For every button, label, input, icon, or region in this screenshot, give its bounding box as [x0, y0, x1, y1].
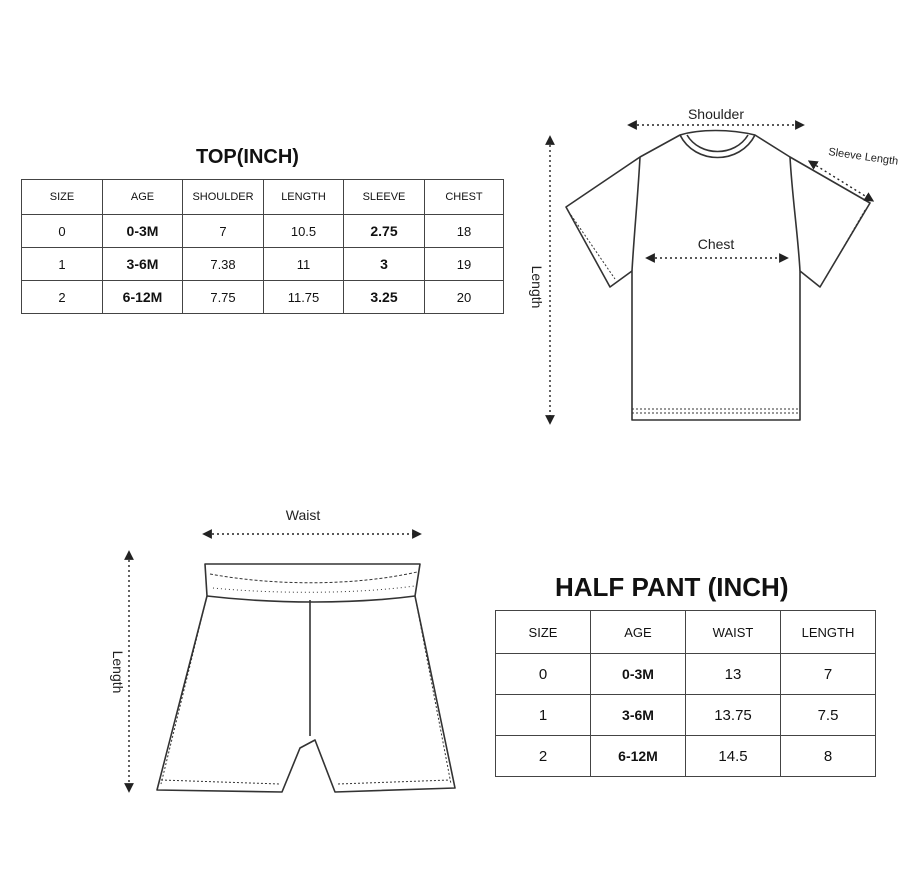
sleeve-length-label: Sleeve Length — [827, 146, 899, 168]
cell-sleeve: 3 — [344, 248, 425, 281]
cell-sleeve: 2.75 — [344, 215, 425, 248]
cell-chest: 20 — [425, 281, 504, 314]
top-size-chart-title: TOP(INCH) — [196, 146, 299, 168]
half-pant-diagram — [95, 500, 455, 830]
header-sleeve: SLEEVE — [344, 180, 425, 215]
header-shoulder: SHOULDER — [183, 180, 264, 215]
cell-size: 0 — [22, 215, 103, 248]
header-waist: WAIST — [686, 611, 781, 654]
cell-sleeve: 3.25 — [344, 281, 425, 314]
cell-shoulder: 7.75 — [183, 281, 264, 314]
cell-age: 3-6M — [103, 248, 183, 281]
header-length: LENGTH — [781, 611, 876, 654]
cell-waist: 13 — [686, 654, 781, 695]
cell-length: 11 — [264, 248, 344, 281]
cell-size: 2 — [22, 281, 103, 314]
table-row — [496, 736, 876, 777]
cell-shoulder: 7.38 — [183, 248, 264, 281]
cell-waist: 13.75 — [686, 695, 781, 736]
cell-length: 11.75 — [264, 281, 344, 314]
cell-shoulder: 7 — [183, 215, 264, 248]
tshirt-outline — [566, 131, 870, 421]
cell-chest: 18 — [425, 215, 504, 248]
cell-waist: 14.5 — [686, 736, 781, 777]
header-size: SIZE — [22, 180, 103, 215]
header-chest: CHEST — [425, 180, 504, 215]
cell-age: 0-3M — [591, 654, 686, 695]
pant-length-label: Length — [110, 650, 126, 694]
chest-label: Chest — [697, 236, 735, 252]
top-size-table — [21, 179, 504, 314]
cell-age: 6-12M — [103, 281, 183, 314]
half-pant-size-table — [495, 610, 876, 777]
header-size: SIZE — [496, 611, 591, 654]
length-label: Length — [529, 265, 545, 309]
half-pant-size-chart-title: HALF PANT (INCH) — [555, 572, 789, 602]
header-age: AGE — [103, 180, 183, 215]
cell-length: 10.5 — [264, 215, 344, 248]
pant-outline — [157, 564, 455, 792]
table-row — [496, 654, 876, 695]
cell-size: 2 — [496, 736, 591, 777]
shoulder-label: Shoulder — [687, 106, 745, 122]
cell-size: 1 — [22, 248, 103, 281]
cell-length: 7.5 — [781, 695, 876, 736]
cell-size: 1 — [496, 695, 591, 736]
table-row — [496, 695, 876, 736]
cell-length: 7 — [781, 654, 876, 695]
cell-size: 0 — [496, 654, 591, 695]
cell-age: 6-12M — [591, 736, 686, 777]
header-length: LENGTH — [264, 180, 344, 215]
table-header-row — [22, 180, 504, 215]
cell-length: 8 — [781, 736, 876, 777]
cell-age: 3-6M — [591, 695, 686, 736]
cell-age: 0-3M — [103, 215, 183, 248]
table-row — [22, 248, 504, 281]
table-row — [22, 281, 504, 314]
waist-label: Waist — [285, 507, 321, 523]
table-header-row — [496, 611, 876, 654]
table-row — [22, 215, 504, 248]
tshirt-diagram — [520, 95, 900, 435]
header-age: AGE — [591, 611, 686, 654]
cell-chest: 19 — [425, 248, 504, 281]
